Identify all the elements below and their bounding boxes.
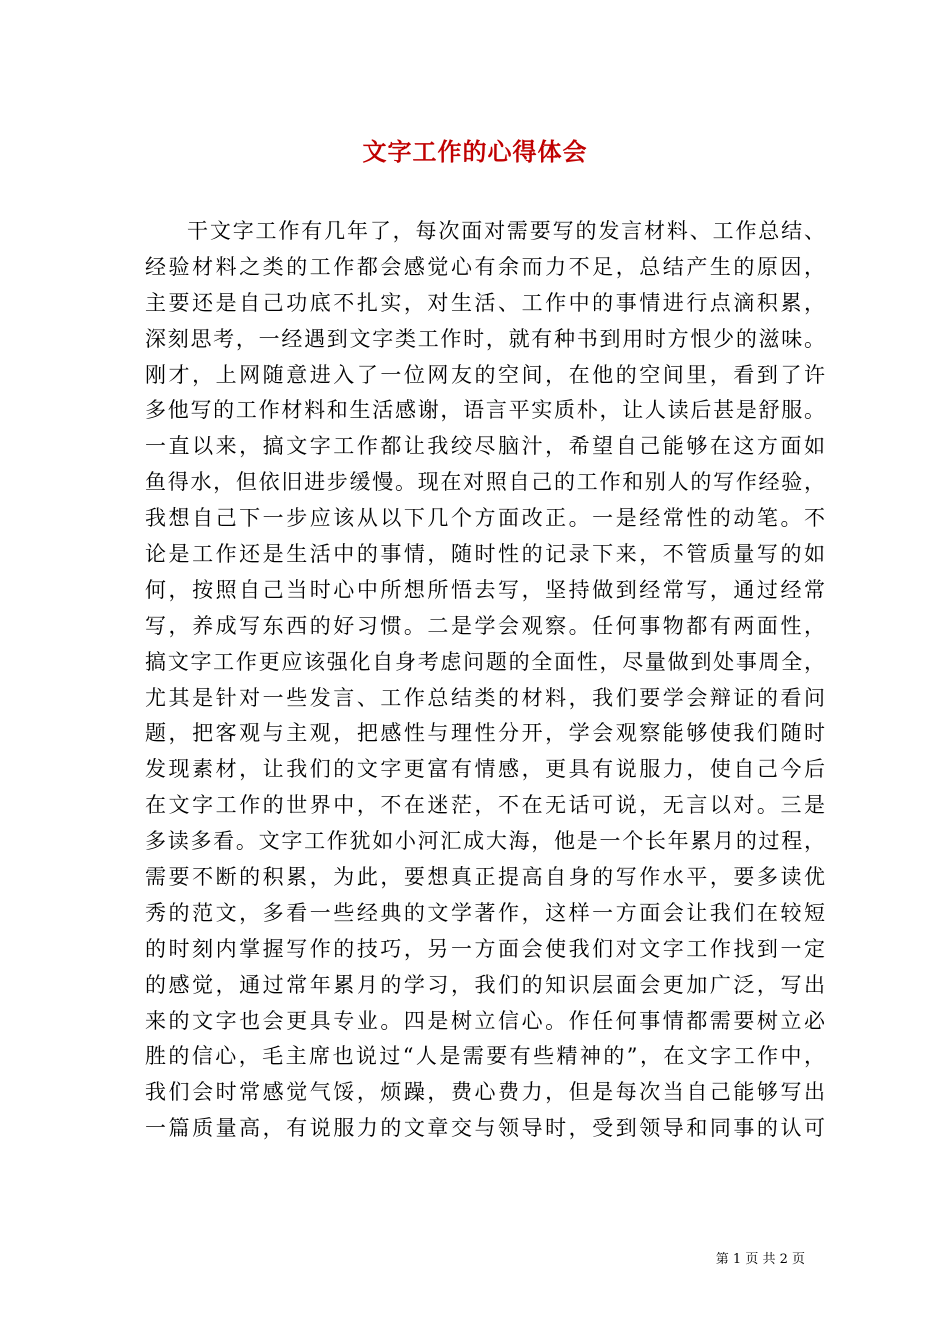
text-line: 鱼得水，但依旧进步缓慢。现在对照自己的工作和别人的写作经验， xyxy=(145,470,825,495)
text-line: 需要不断的积累，为此，要想真正提高自身的写作水平，要多读优 xyxy=(145,865,825,890)
text-line: 何，按照自己当时心中所想所悟去写，坚持做到经常写，通过经常 xyxy=(145,577,825,602)
text-line: 搞文字工作更应该强化自身考虑问题的全面性，尽量做到处事周全， xyxy=(145,649,825,674)
text-line: 的感觉，通过常年累月的学习，我们的知识层面会更加广泛，写出 xyxy=(145,972,825,997)
text-line: 写，养成写东西的好习惯。二是学会观察。任何事物都有两面性， xyxy=(145,613,825,638)
text-line: 来的文字也会更具专业。四是树立信心。作任何事情都需要树立必 xyxy=(145,1008,825,1033)
text-line: 在文字工作的世界中，不在迷茫，不在无话可说，无言以对。三是 xyxy=(145,793,825,818)
text-line: 我想自己下一步应该从以下几个方面改正。一是经常性的动笔。不 xyxy=(145,506,825,531)
text-line: 尤其是针对一些发言、工作总结类的材料，我们要学会辩证的看问 xyxy=(145,685,825,710)
document-title: 文字工作的心得体会 xyxy=(362,137,588,166)
text-line: 题，把客观与主观，把感性与理性分开，学会观察能够使我们随时 xyxy=(145,721,825,746)
text-line: 多读多看。文字工作犹如小河汇成大海，他是一个长年累月的过程， xyxy=(145,829,825,854)
text-line: 一篇质量高，有说服力的文章交与领导时，受到领导和同事的认可 xyxy=(145,1116,825,1141)
text-line: 我们会时常感觉气馁，烦躁，费心费力，但是每次当自己能够写出 xyxy=(145,1080,825,1105)
text-line: 一直以来，搞文字工作都让我绞尽脑汁，希望自己能够在这方面如 xyxy=(145,434,825,459)
text-line: 发现素材，让我们的文字更富有情感，更具有说服力，使自己今后 xyxy=(145,757,825,782)
document-body xyxy=(145,214,825,1147)
text-line: 秀的范文，多看一些经典的文学著作，这样一方面会让我们在较短 xyxy=(145,900,825,925)
text-line: 深刻思考，一经遇到文字类工作时，就有种书到用时方恨少的滋味。 xyxy=(145,326,825,351)
text-line: 刚才，上网随意进入了一位网友的空间，在他的空间里，看到了许 xyxy=(145,362,825,387)
text-line: 干文字工作有几年了，每次面对需要写的发言材料、工作总结、 xyxy=(187,219,825,243)
page-footer: 第 1 页 共 2 页 xyxy=(715,1252,805,1267)
text-line: 经验材料之类的工作都会感觉心有余而力不足，总结产生的原因， xyxy=(145,254,825,279)
text-line: 的时刻内掌握写作的技巧，另一方面会使我们对文字工作找到一定 xyxy=(145,936,825,961)
text-line: 多他写的工作材料和生活感谢，语言平实质朴，让人读后甚是舒服。 xyxy=(145,398,825,423)
text-line: 胜的信心，毛主席也说过“人是需要有些精神的”，在文字工作中， xyxy=(145,1044,825,1069)
text-line: 主要还是自己功底不扎实，对生活、工作中的事情进行点滴积累， xyxy=(145,290,825,315)
text-line: 论是工作还是生活中的事情，随时性的记录下来，不管质量写的如 xyxy=(145,542,825,567)
